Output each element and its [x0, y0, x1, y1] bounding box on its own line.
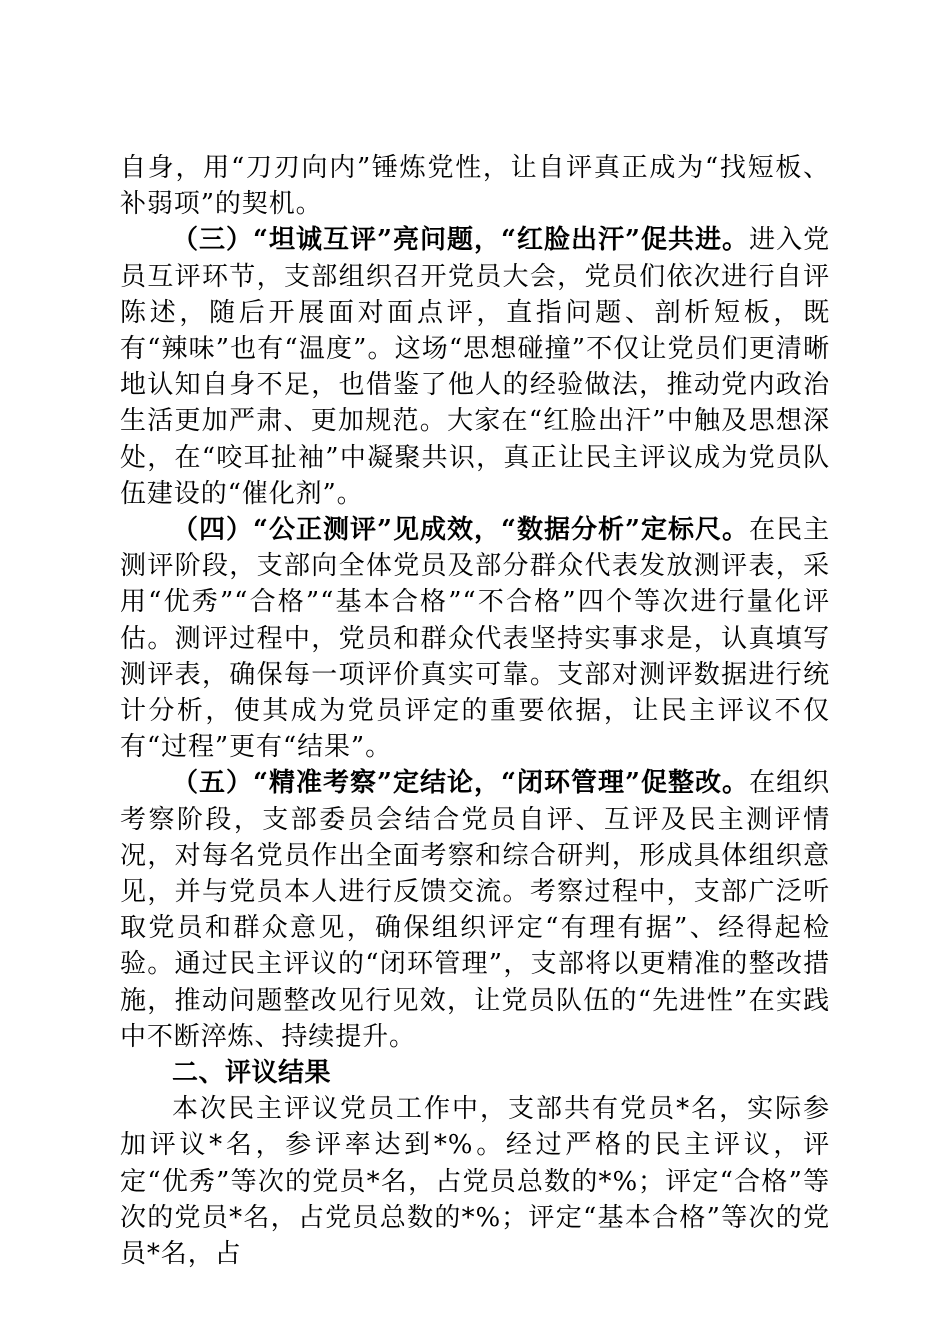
document-body: [120, 150, 830, 1272]
section-4-paragraph: [120, 512, 830, 765]
section-3-paragraph: [120, 222, 830, 512]
continuation-paragraph: 自身，用“刀刃向内”锤炼党性，让自评真正成为“找短板、补弱项”的契机。: [120, 153, 830, 220]
section-5-paragraph: [120, 765, 830, 1055]
section-5-lead: （五）“精准考察”定结论，“闭环管理”促整改。: [172, 768, 750, 799]
section-3-body: 进入党员互评环节，支部组织召开党员大会，党员们依次进行自评陈述，随后开展面对面点评，直指问题、剖析短板，既有“辣味”也有“温度”。这场“思想碰撞”不仅让党员们更清晰地认知自身不足，也借鉴了他人的经验做法，推动党内政治生活更加严肃、更加规范。大家在“红脸出汗”中触及思想深处，在“咬耳扯袖”中凝聚共识，真正让民主评议成为党员队伍建设的“催化剂”。: [120, 225, 830, 509]
section-4-lead: （四）“公正测评”见成效，“数据分析”定标尺。: [172, 515, 750, 546]
section-4-body: 在民主测评阶段，支部向全体党员及部分群众代表发放测评表，采用“优秀”“合格”“基本合格”“不合格”四个等次进行量化评估。测评过程中，党员和群众代表坚持实事求是，认真填写测评表，确保每一项评价真实可靠。支部对测评数据进行统计分析，使其成为党员评定的重要依据，让民主评议不仅有“过程”更有“结果”。: [120, 515, 830, 763]
heading-evaluation-results: 二、评议结果: [172, 1058, 332, 1089]
results-paragraph: 本次民主评议党员工作中，支部共有党员*名，实际参加评议*名，参评率达到*%。经过严格的民主评议，评定“优秀”等次的党员*名，占党员总数的*%；评定“合格”等次的党员*名，占党员总数的*%；评定“基本合格”等次的党员*名，占: [120, 1094, 830, 1270]
section-5-body: 在组织考察阶段，支部委员会结合党员自评、互评及民主测评情况，对每名党员作出全面考察和综合研判，形成具体组织意见，并与党员本人进行反馈交流。考察过程中，支部广泛听取党员和群众意见，确保组织评定“有理有据”、经得起检验。通过民主评议的“闭环管理”，支部将以更精准的整改措施，推动问题整改见行见效，让党员队伍的“先进性”在实践中不断淬炼、持续提升。: [120, 768, 830, 1052]
section-3-lead: （三）“坦诚互评”亮问题，“红脸出汗”促共进。: [172, 225, 750, 256]
